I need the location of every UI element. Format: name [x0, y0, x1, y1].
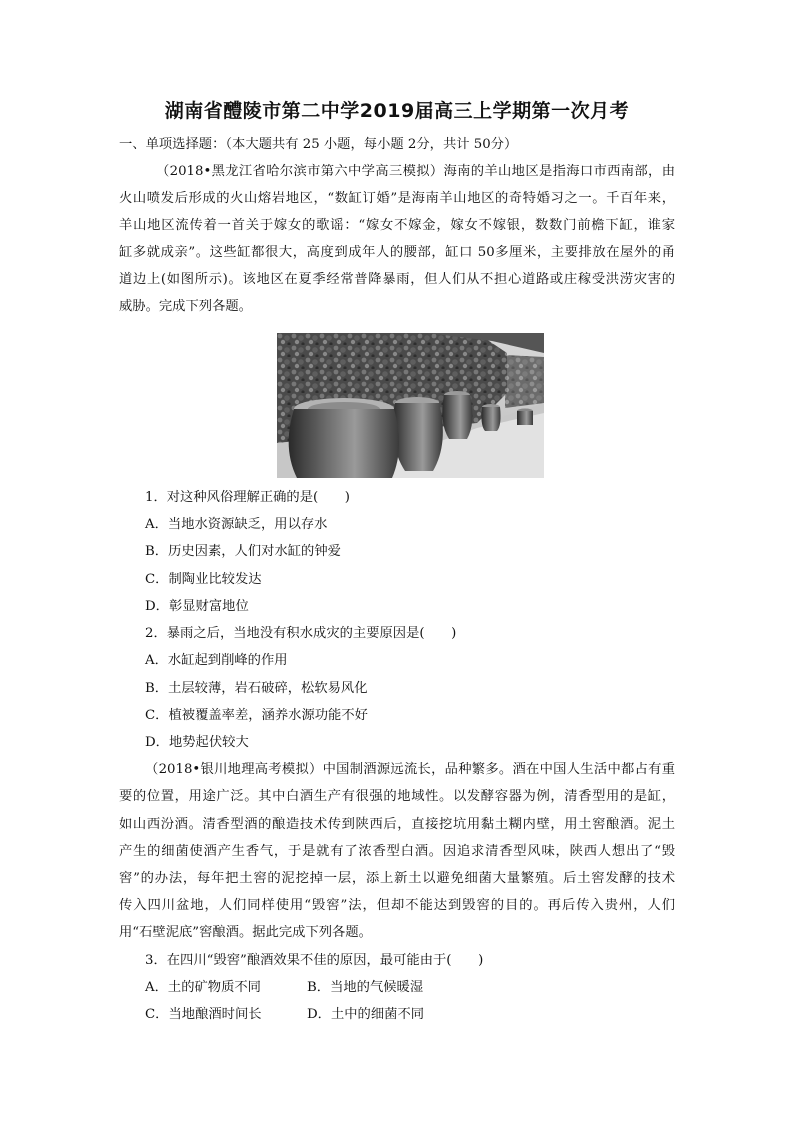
passage2-line: 如山西汾酒。清香型酒的酿造技术传到陕西后，直接挖坑用黏土糊内壁，用土窖酿酒。泥土 — [119, 817, 675, 832]
passage2-line: 用“石壁泥底”窖酿酒。据此完成下列各题。 — [119, 925, 372, 940]
passage2-line: （2018•银川地理高考模拟）中国制酒源远流长，品种繁多。酒在中国人生活中都占有重 — [145, 762, 675, 777]
question-3-option-a[interactable]: A．土的矿物质不同 — [145, 980, 261, 995]
question-2-option-d[interactable]: D．地势起伏较大 — [145, 735, 249, 750]
passage1-line: 缸多就成亲”。这些缸都很大，高度到成年人的腰部，缸口 50多厘米，主要排放在屋外的甬 — [119, 245, 675, 260]
question-3-option-c[interactable]: C．当地酿酒时间长 — [145, 1007, 262, 1022]
page-title: 湖南省醴陵市第二中学2019届高三上学期第一次月考 — [164, 100, 630, 122]
passage1-line: 道边上(如图所示)。该地区在夏季经常普降暴雨，但人们从不担心道路或庄稼受洪涝灾害的 — [119, 272, 675, 287]
question-3-stem: 3．在四川“毁窖”酿酒效果不佳的原因，最可能由于( ) — [145, 953, 484, 968]
passage1-line: （2018•黑龙江省哈尔滨市第六中学高三模拟）海南的羊山地区是指海口市西南部，由 — [156, 164, 675, 179]
question-2-option-c[interactable]: C．植被覆盖率差，涵养水源功能不好 — [145, 708, 368, 723]
question-3-option-b[interactable]: B．当地的气候暖湿 — [307, 980, 424, 995]
water-jars-photo — [277, 333, 544, 478]
passage2-line: 传入四川盆地，人们同样使用“毁窖”法，但却不能达到毁窖的目的。再后传入贵州，人们 — [119, 898, 675, 913]
question-1-option-b[interactable]: B．历史因素，人们对水缸的钟爱 — [145, 544, 341, 559]
question-1-option-a[interactable]: A．当地水资源缺乏，用以存水 — [145, 517, 328, 532]
question-3-option-d[interactable]: D．土中的细菌不同 — [307, 1007, 425, 1022]
question-1-option-c[interactable]: C．制陶业比较发达 — [145, 572, 262, 587]
question-2-option-b[interactable]: B．土层较薄，岩石破碎，松软易风化 — [145, 681, 368, 696]
question-2-option-a[interactable]: A．水缸起到削峰的作用 — [145, 653, 288, 668]
passage2-line: 窖”的办法，每年把土窖的泥挖掉一层，添上新土以避免细菌大量繁殖。后土窖发酵的技术 — [119, 871, 675, 886]
passage1-line: 羊山地区流传着一首关于嫁女的歌谣：“嫁女不嫁金，嫁女不嫁银，数数门前檐下缸，谁家 — [119, 218, 675, 233]
passage1-line: 威胁。完成下列各题。 — [119, 299, 252, 314]
question-2-stem: 2．暴雨之后，当地没有积水成灾的主要原因是( ) — [145, 626, 457, 641]
passage1-line: 火山喷发后形成的火山熔岩地区，“数缸订婚”是海南羊山地区的奇特婚习之一。千百年来， — [119, 191, 675, 206]
question-1-stem: 1．对这种风俗理解正确的是( ) — [145, 490, 350, 505]
passage2-line: 要的位置，用途广泛。其中白酒生产有很强的地域性。以发酵容器为例，清香型用的是缸， — [119, 789, 675, 804]
passage2-line: 产生的细菌使酒产生香气，于是就有了浓香型白酒。因追求清香型风味，陕西人想出了“毁 — [119, 844, 675, 859]
section-heading: 一、单项选择题：（本大题共有 25 小题，每小题 2分，共计 50分） — [119, 137, 518, 152]
question-1-option-d[interactable]: D．彰显财富地位 — [145, 599, 249, 614]
